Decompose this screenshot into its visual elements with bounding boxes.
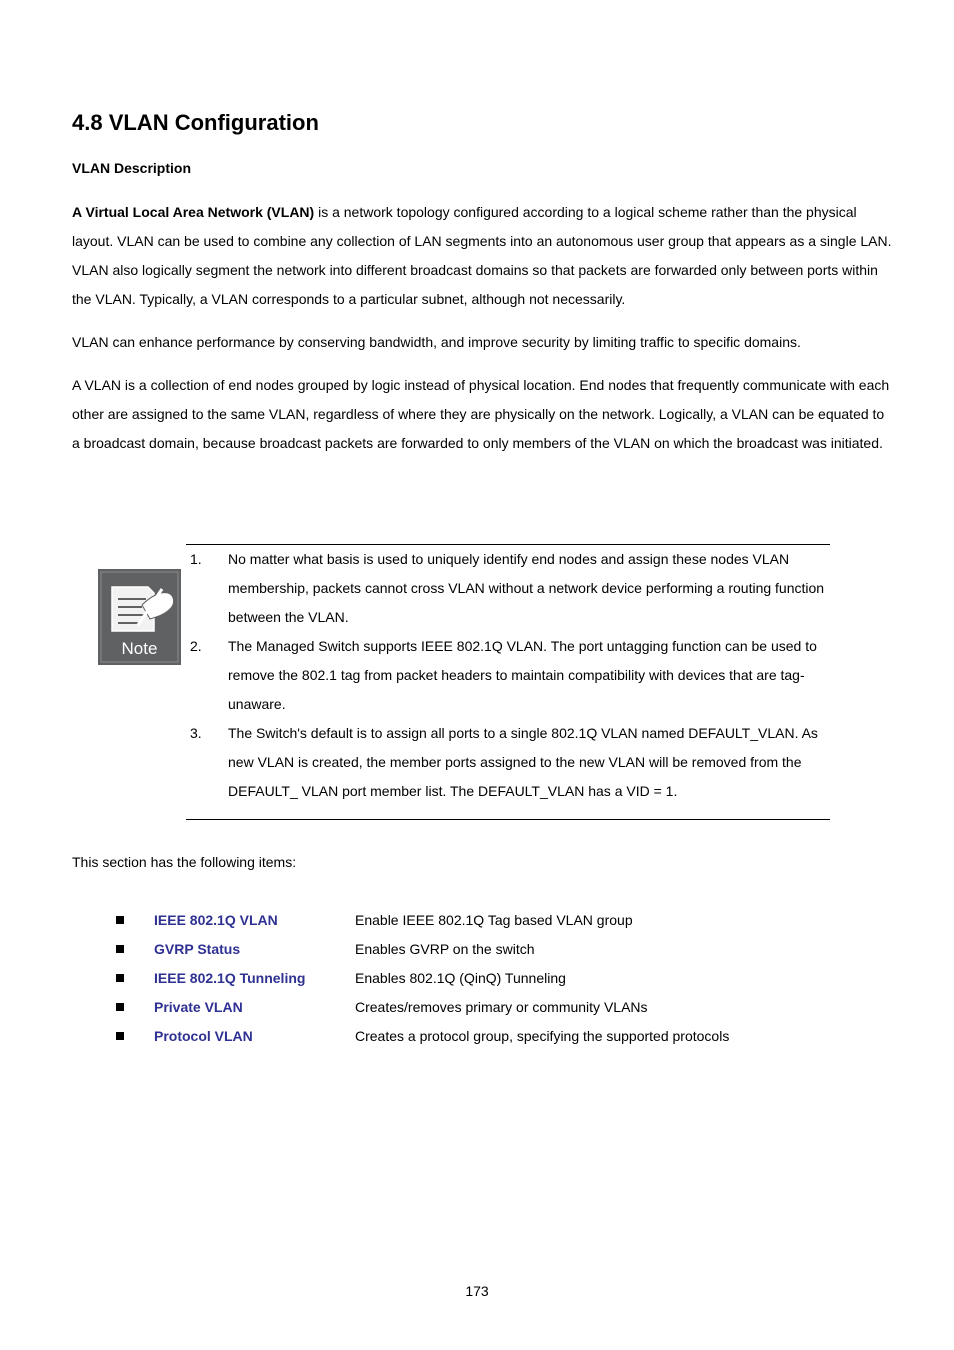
page-title: 4.8 VLAN Configuration xyxy=(72,110,319,135)
link-protocol-vlan[interactable]: Protocol VLAN xyxy=(154,1027,253,1044)
item-description: Creates/removes primary or community VLANs xyxy=(355,998,648,1015)
note-item-text: The Managed Switch supports IEEE 802.1Q VLAN. The port untagging function can be used to remove the 802.1 tag from packet headers to maintain compatibility with devices that are tag-unaware. xyxy=(228,638,817,712)
page-number: 173 xyxy=(465,1283,489,1299)
paragraph-vlan-definition xyxy=(72,198,892,314)
list-item xyxy=(116,1021,876,1050)
link-ieee-8021q-vlan[interactable]: IEEE 802.1Q VLAN xyxy=(154,911,278,928)
vlan-term: A Virtual Local Area Network (VLAN) xyxy=(72,204,315,220)
square-bullet-icon xyxy=(116,916,124,924)
note-item xyxy=(186,719,830,806)
vlan-definition-text: is a network topology configured according to a logical scheme rather than the physical layout. VLAN can be used to combine any collection of LAN segments into an autonomous user group that appears as a single LAN. VLAN also logically segment the network into different broadcast domains so that packets are forwarded only between ports within the VLAN. Typically, a VLAN corresponds to a particular subnet, although not necessarily. xyxy=(72,204,892,307)
paragraph-performance: VLAN can enhance performance by conserving bandwidth, and improve security by limiting traffic to specific domains. xyxy=(72,334,801,350)
section-items-list xyxy=(116,905,876,1050)
link-gvrp-status[interactable]: GVRP Status xyxy=(154,940,241,957)
item-description: Creates a protocol group, specifying the supported protocols xyxy=(355,1027,730,1044)
note-item xyxy=(186,632,830,719)
paragraph-collection: A VLAN is a collection of end nodes grouped by logic instead of physical location. End nodes that frequently communicate with each other are assigned to the same VLAN, regardless of where they are physically on the network. Logically, a VLAN can be equated to a broadcast domain, because broadcast packets are forwarded to only members of the VLAN on which the broadcast was initiated. xyxy=(72,377,890,451)
note-item-number: 2. xyxy=(190,638,202,654)
square-bullet-icon xyxy=(116,974,124,982)
note-item-number: 3. xyxy=(190,725,202,741)
note-item xyxy=(186,545,830,632)
square-bullet-icon xyxy=(116,1003,124,1011)
item-description: Enables 802.1Q (QinQ) Tunneling xyxy=(355,969,566,986)
items-intro: This section has the following items: xyxy=(72,854,297,870)
list-item xyxy=(116,934,876,963)
note-item-text: The Switch's default is to assign all ports to a single 802.1Q VLAN named DEFAULT_VLAN. As new VLAN is created, the member ports assigned to the new VLAN will be removed from the DEFAULT_ VLAN port member list. The DEFAULT_VLAN has a VID = 1. xyxy=(228,725,818,799)
note-icon xyxy=(98,569,181,665)
list-item xyxy=(116,905,876,934)
link-ieee-8021q-tunneling[interactable]: IEEE 802.1Q Tunneling xyxy=(154,969,306,986)
note-list xyxy=(186,545,830,806)
item-description: Enable IEEE 802.1Q Tag based VLAN group xyxy=(355,911,633,928)
note-item-number: 1. xyxy=(190,551,202,567)
list-item xyxy=(116,992,876,1021)
subheading: VLAN Description xyxy=(72,160,192,176)
square-bullet-icon xyxy=(116,1032,124,1040)
note-item-text: No matter what basis is used to uniquely identify end nodes and assign these nodes VLAN membership, packets cannot cross VLAN without a network device performing a routing function between the VLAN. xyxy=(228,551,825,625)
note-bottom-rule xyxy=(186,819,830,820)
list-item xyxy=(116,963,876,992)
item-description: Enables GVRP on the switch xyxy=(355,940,535,957)
square-bullet-icon xyxy=(116,945,124,953)
link-private-vlan[interactable]: Private VLAN xyxy=(154,998,243,1015)
note-icon-label: Note xyxy=(121,639,158,658)
